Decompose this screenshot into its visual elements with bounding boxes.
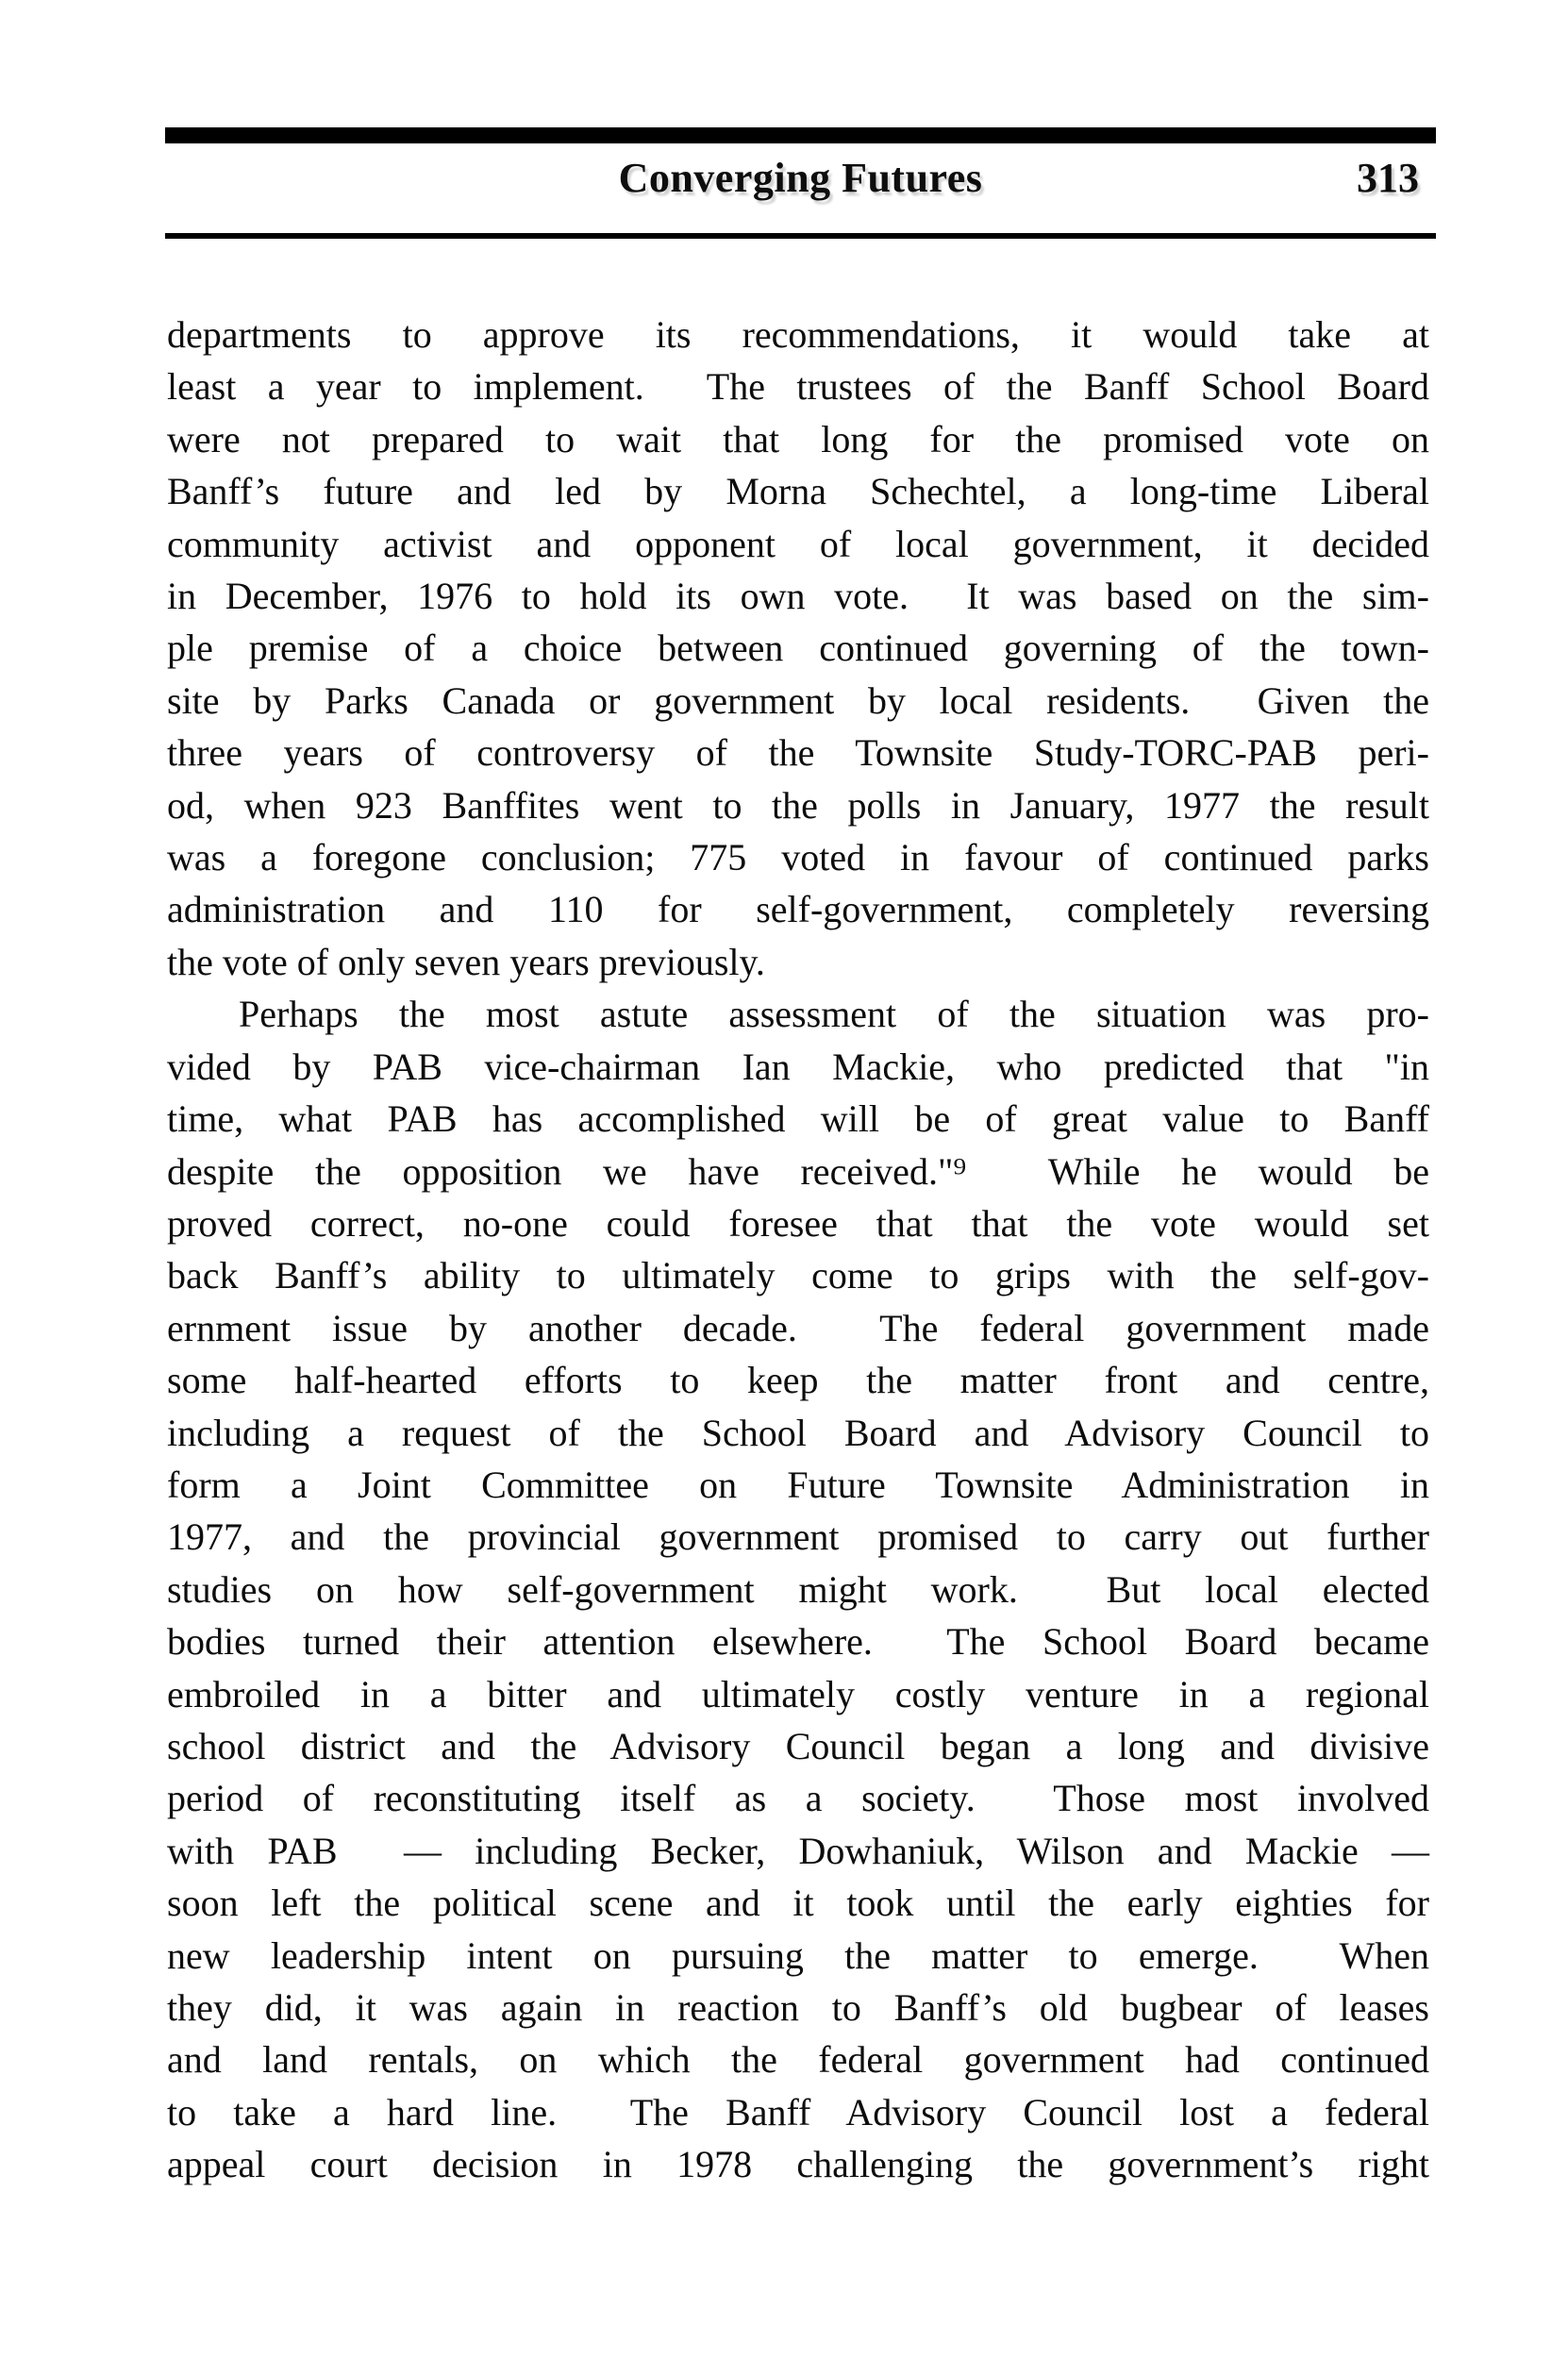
text-line: in December, 1976 to hold its own vote. It was based on the sim- bbox=[167, 575, 1429, 618]
page-body-text bbox=[167, 309, 1429, 2191]
text-line: back Banff’s ability to ultimately come to grips with the self-gov- bbox=[167, 1254, 1429, 1297]
text-line: with PAB — including Becker, Dowhaniuk, Wilson and Mackie — bbox=[167, 1829, 1429, 1872]
text-line: three years of controversy of the Townsite Study-TORC-PAB peri- bbox=[167, 731, 1429, 775]
text-line: despite the opposition we have received."⁹ While he would be bbox=[167, 1149, 1429, 1193]
text-line: site by Parks Canada or government by local residents. Given the bbox=[167, 678, 1429, 722]
text-line: appeal court decision in 1978 challenging the government’s right bbox=[167, 2143, 1429, 2186]
text-line: soon left the political scene and it took until the early eighties for bbox=[167, 1882, 1429, 1925]
text-line: form a Joint Committee on Future Townsite Administration in bbox=[167, 1463, 1429, 1506]
text-line: some half-hearted efforts to keep the matter front and centre, bbox=[167, 1359, 1429, 1402]
text-line: time, what PAB has accomplished will be of great value to Banff bbox=[167, 1097, 1429, 1141]
running-head-title: Converging Futures bbox=[618, 155, 983, 201]
text-line: ple premise of a choice between continued governing of the town- bbox=[167, 627, 1429, 670]
text-line: studies on how self-government might work. But local elected bbox=[167, 1567, 1429, 1611]
text-line: school district and the Advisory Council began a long and divisive bbox=[167, 1724, 1429, 1767]
text-line: administration and 110 for self-government, completely reversing bbox=[167, 888, 1429, 931]
text-line: ernment issue by another decade. The federal government made bbox=[167, 1306, 1429, 1349]
text-line: community activist and opponent of local government, it decided bbox=[167, 522, 1429, 565]
text-line: embroiled in a bitter and ultimately costly venture in a regional bbox=[167, 1672, 1429, 1715]
page-number: 313 bbox=[1357, 155, 1419, 201]
text-line: to take a hard line. The Banff Advisory Council lost a federal bbox=[167, 2090, 1429, 2133]
text-line: period of reconstituting itself as a society. Those most involved bbox=[167, 1777, 1429, 1820]
text-line: including a request of the School Board and Advisory Council to bbox=[167, 1411, 1429, 1454]
paragraph bbox=[167, 309, 1429, 988]
text-line: Banff’s future and led by Morna Schechtel, a long-time Liberal bbox=[167, 470, 1429, 513]
text-line: proved correct, no-one could foresee that that the vote would set bbox=[167, 1201, 1429, 1245]
text-line: and land rentals, on which the federal government had continued bbox=[167, 2038, 1429, 2082]
text-line: bodies turned their attention elsewhere. The School Board became bbox=[167, 1620, 1429, 1664]
header-rule-thin bbox=[165, 233, 1436, 239]
paragraph bbox=[167, 988, 1429, 2190]
text-line: was a foregone conclusion; 775 voted in favour of continued parks bbox=[167, 836, 1429, 879]
text-line: they did, it was again in reaction to Banff’s old bugbear of leases bbox=[167, 1986, 1429, 2029]
header-rule-thick bbox=[165, 127, 1436, 143]
text-line: were not prepared to wait that long for the promised vote on bbox=[167, 417, 1429, 460]
text-line: 1977, and the provincial government promised to carry out further bbox=[167, 1515, 1429, 1559]
text-line: od, when 923 Banffites went to the polls in January, 1977 the result bbox=[167, 783, 1429, 827]
text-line: least a year to implement. The trustees of the Banff School Board bbox=[167, 365, 1429, 409]
text-line: vided by PAB vice-chairman Ian Mackie, who predicted that "in bbox=[167, 1045, 1429, 1088]
text-line: departments to approve its recommendations, it would take at bbox=[167, 313, 1429, 356]
text-line: Perhaps the most astute assessment of the situation was pro- bbox=[239, 993, 1429, 1036]
page-header bbox=[165, 154, 1436, 207]
text-line: the vote of only seven years previously. bbox=[167, 940, 765, 983]
text-line: new leadership intent on pursuing the matter to emerge. When bbox=[167, 1933, 1429, 1977]
